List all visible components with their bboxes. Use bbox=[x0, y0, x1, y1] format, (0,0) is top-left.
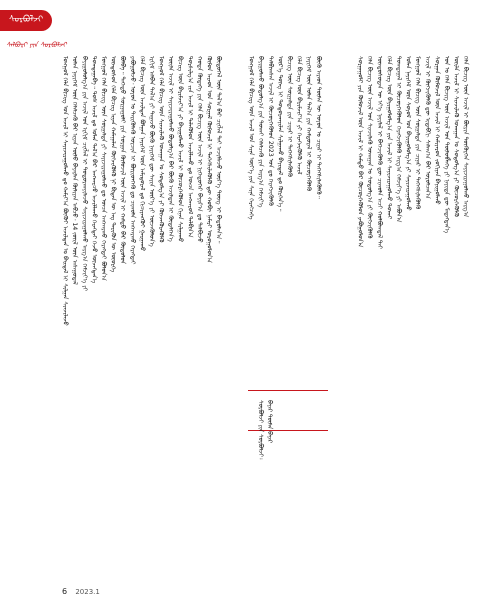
text-line: ᠦᠢᠯᠡ ᠠᠵᠢᠯ ᠢ ᠰᠠᠶᠢᠵᠢᠷᠠᠭᠤᠯᠬᠤ ᠪᠣᠳᠣᠯᠭ᠎ᠠ ᠪᠠᠷ ᠪᠦᠬᠦ ᠠᠵᠢᠯᠲᠠᠨ ᠢ ᠬᠥᠳᠡᠯᠭᠡᠨ᠎ᠡ bbox=[167, 56, 175, 242]
text-line: ᠬᠡᠯᠡ ᠪᠢᠴᠢᠭ ᠦᠨ ᠪᠠᠷᠢᠮᠵᠢᠶ᠎ᠠ ᠶᠢ ᠬᠡᠷᠡᠭᠵᠢᠭᠦᠯᠬᠦ ᠠᠵᠢᠯ bbox=[295, 56, 303, 175]
text-line: ᠮᠣᠩᠭᠣᠯ ᠬᠡᠯᠡ ᠪᠢᠴᠢᠭ ᠤᠨ ᠠᠵᠢᠯ ᠢ ᠰᠠᠶᠢᠵᠢᠷᠠᠭᠤᠯᠬᠤ ᠳᠤ ᠬᠠᠮᠢᠶ᠎ᠠ ᠪᠦᠬᠦᠢ ᠠᠵᠢᠯᠲᠠᠨ ᠤ ᠪᠠᠢᠳᠠᠯ ᠢ ᠰᠢᠯᠭᠠᠨ ᠰᠢᠨᠵᠢᠯᠡᠵᠦ bbox=[61, 56, 69, 326]
text-line: ᠪᠠᠶᠢᠭᠤᠯᠤᠯᠭ᠎ᠠ ᠶᠢᠨ ᠠᠵᠢᠯ ᠤᠨ ᠡᠷᠬᠢᠮ ᠴᠢᠭᠯᠡᠯ ᠢ ᠲᠣᠳᠣᠷᠬᠠᠶᠢᠯᠠᠵᠤ ᠰᠠᠶᠢᠵᠢᠷᠠᠭᠤᠯᠬᠤ ᠠᠷᠭ᠎ᠠ ᠬᠡᠮᠵᠢᠶ᠎ᠡ ᠶᠢ bbox=[80, 56, 88, 292]
text-line: ᠲᠣᠭᠲᠠᠭᠠᠪᠠ᠃ ᠲᠤᠰ ᠠᠵᠢᠯ ᠳᠤ ᠣᠯᠠᠨ ᠲᠠᠯ᠎ᠠ ᠪᠠᠷ ᠠᠩᠬᠠᠷᠴᠤ ᠠᠵᠢᠯᠯᠠᠬᠤ ᠬᠡᠷᠡᠭᠲᠡᠢ ᠭᠡᠵᠦ ᠦᠵᠡᠭᠳᠡᠨ᠎ᠡ bbox=[90, 56, 98, 284]
text-line: ᠮᠣᠩᠭᠣᠯ ᠬᠡᠯᠡ ᠪᠢᠴᠢᠭ ᠦᠨ ᠰᠤᠷᠭᠠᠯᠲᠠ ᠶᠢ ᠰᠠᠶᠢᠵᠢᠷᠠᠭᠤᠯᠬᠤ ᠳᠤ ᠣᠨᠴᠠ ᠠᠩᠬᠠᠷᠬᠤ ᠬᠡᠷᠡᠭᠲᠡᠢ ᠪᠣᠯᠤᠨ᠎ᠠ bbox=[99, 56, 107, 281]
page-footer bbox=[62, 587, 100, 596]
text-column-left bbox=[60, 56, 232, 560]
byline-text bbox=[256, 400, 274, 459]
text-line: ᠪᠢᠴᠢᠭ ᠦᠨ ᠰᠤᠷᠭᠠᠯᠲᠠ ᠶᠢᠨ ᠴᠢᠨᠠᠷ ᠢ ᠳᠡᠭᠡᠭᠰᠢᠯᠡᠭᠦᠯᠬᠦ bbox=[285, 56, 293, 178]
text-line: ᠬᠡᠯᠡ ᠪᠢᠴᠢᠭ ᠦᠨ ᠪᠠᠶᠢᠭᠤᠯᠤᠯᠭ᠎ᠠ ᠶᠢᠨ ᠠᠵᠢᠯ ᠢ ᠰᠠᠶᠢᠵᠢᠷᠠᠭᠤᠯᠬᠤ ᠲᠤᠬᠠᠢ bbox=[385, 56, 393, 220]
text-line: ᠣᠨ ᠤ ᠬᠡᠯᠡ ᠪᠢᠴᠢᠭ ᠦᠨ ᠠᠵᠢᠯ ᠤᠨ ᠲᠥᠯᠦᠪᠯᠡᠭᠡ ᠶᠢ ᠨᠡᠶᠢᠲᠡ ᠳᠦ ᠮᠡᠳᠡᠭᠳᠡᠨ᠎ᠡ bbox=[442, 56, 450, 234]
text-line: ᠪᠦᠲᠦᠭᠡᠯ ᠦᠨ ᠲᠠᠯ᠎ᠠ ᠪᠠᠷ ᠴᠢᠭᠯᠡᠯ ᠲᠠᠢ ᠠᠵᠢᠯᠯᠠᠵᠤ ᠦᠷ᠎ᠡ ᠳᠦᠩ ᠢ ᠪᠠᠲᠤᠯᠠᠨ᠎ᠠ᠃ bbox=[215, 56, 223, 244]
byline-line: ᠰᠤᠷᠪᠤᠯᠵᠢ ᠶᠢᠨ ᠰᠤᠷᠪᠤᠯᠵᠢ᠄ bbox=[257, 400, 264, 460]
text-line: ᠦᠢᠯᠡ ᠠᠵᠢᠯ ᠢ ᠰᠢᠨᠵᠢᠯᠡᠬᠦ ᠤᠬᠠᠭᠠᠨ ᠤ ᠰᠤᠳᠤᠯᠭ᠎ᠠ ᠶᠢ ᠬᠦᠴᠦᠷᠬᠡᠭᠦᠯᠬᠦ bbox=[452, 56, 460, 217]
text-line: ᠪᠦᠬᠦ ᠠᠷᠠᠳ ᠲᠦᠮᠡᠨ ᠦ ᠣᠶᠤᠨ ᠤ ᠴᠢᠨᠠᠷ ᠢ ᠳᠡᠭᠡᠭᠰᠢᠯᠡᠭᠦᠯᠬᠦ᠃ bbox=[314, 56, 322, 199]
text-line: ᠰᠤᠷᠭᠠᠨ ᠬᠦᠮᠦᠵᠢᠯ ᠦᠨ ᠠᠵᠢᠯ ᠢ ᠬᠠᠮᠢᠶᠠᠷᠤᠨ ᠵᠣᠬᠢᠶᠠᠨ ᠪᠠᠶᠢᠭᠤᠯᠬᠤ bbox=[433, 56, 441, 205]
section-badge: ᠰᠤᠷᠪᠤᠯᠵᠢ bbox=[0, 10, 52, 31]
text-line: ᠬᠡᠯᠡ ᠪᠢᠴᠢᠭ ᠦᠨ ᠠᠵᠢᠯ ᠤᠨ ᠰᠢᠨᠵᠢᠯᠡᠬᠦ ᠤᠬᠠᠭᠠᠨ ᠤ ᠰᠤᠳᠤᠯᠭ᠎ᠠ ᠶᠢ ᠬᠥᠭᠵᠢᠭᠦᠯᠬᠦ bbox=[366, 56, 374, 239]
text-line: ᠬᠣᠲᠠ ᠬᠦᠳᠡᠭᠡ ᠶᠢᠨ ᠬᠡᠯᠡ ᠪᠢᠴᠢᠭ ᠦᠨ ᠠᠵᠢᠯ ᠢ ᠨᠢᠭᠡᠳᠦᠭᠡᠷ ᠪᠠᠶᠢᠷ᠎ᠠ ᠳᠤ ᠲᠠᠯᠪᠢᠵᠤ bbox=[195, 56, 203, 243]
text-line: ᠪᠢᠴᠢᠭ ᠦᠨ ᠪᠠᠷᠢᠮᠵᠢᠶ᠎ᠠ ᠶᠢ ᠪᠠᠶᠢᠭᠤᠯᠬᠤ ᠠᠵᠢᠯ ᠢ ᠬᠦᠴᠦᠷᠬᠡᠭᠦᠯᠦᠨ ᠬᠢᠨᠠᠨ ᠰᠢᠯᠭᠠᠬᠤ bbox=[176, 56, 184, 243]
text-line: ᠣᠯᠠᠨ ᠨᠡᠶᠢᠭᠡᠮ ᠦᠨ ᠬᠡᠯᠡᠯᠴᠡᠬᠦ ᠪᠠᠷ ᠢᠶᠠᠨ ᠦᠯᠦ ᠪᠠᠶᠠᠷᠯᠠᠨ ᠬᠦᠯᠢᠶᠡᠨ ᠠᠪᠴᠤ᠂ 14 ᠵᠦᠢᠯ ᠦᠨ ᠠᠰᠠᠭᠤᠳᠠᠯ bbox=[71, 56, 79, 285]
text-line: ᠬᠡᠯᠡ ᠪᠢᠴᠢᠭ ᠦᠨ ᠠᠵᠢᠯᠲᠠᠨ ᠪᠣᠯᠭᠠᠨ ᠨᠡᠶᠢᠭᠡᠮ ᠦᠨ ᠠᠮᠢᠳᠤᠷᠠᠯ ᠳᠤ ᠬᠢᠴᠢᠶᠡᠩᠭᠦᠢ ᠭᠠᠷᠭᠠᠬᠤ bbox=[138, 56, 146, 252]
text-line: ᠲᠠᠯᠪᠢᠭᠰᠠᠨ ᠠᠵᠢᠯ ᠢ ᠬᠦᠴᠦᠷᠬᠡᠭᠦᠯᠦᠨ 2023 ᠣᠨ ᠳᠤ ᠬᠡᠷᠡᠭᠵᠢᠭᠦᠯᠬᠦ bbox=[266, 56, 274, 206]
text-line: ᠣᠯᠠᠨ ᠨᠡᠶᠢᠭᠡᠮ ᠦᠨ ᠰᠣᠶᠣᠯ ᠤᠨ ᠪᠠᠶᠢᠭᠤᠯᠤᠯᠭ᠎ᠠ ᠶᠢ ᠰᠠᠶᠢᠵᠢᠷᠠᠭᠤᠯᠬᠤ bbox=[404, 56, 412, 211]
text-line: ᠦᠷ᠎ᠡ ᠳᠦᠩ ᠢ ᠲᠣᠳᠣᠷᠬᠠᠶᠢᠯᠠᠨ ᠰᠢᠯᠭᠠᠬᠤ ᠪᠠᠶᠢᠳᠠᠯ ᠳᠤ ᠬᠦᠷᠭᠡᠨ᠎ᠡ᠃ bbox=[276, 56, 284, 212]
issue-label: 2023.1 bbox=[75, 588, 100, 596]
text-line: ᠶᠠᠪᠤᠭᠤᠯᠵᠤ᠂ ᠣᠶᠤᠨ ᠤ ᠲᠡᠷᠢᠭᠦᠯᠡᠬᠦ ᠣᠷᠴᠢᠨ ᠢ ᠪᠦᠷᠢᠳᠬᠡᠬᠦ ᠳᠤ ᠴᠢᠬᠤᠯᠠ ᠠᠩᠬᠠᠷᠬᠤ ᠬᠡᠷᠡᠭᠲᠡᠢ bbox=[128, 56, 136, 265]
text-line: ᠲᠣᠭᠲᠠᠭᠠᠯ ᠢ ᠬᠦᠴᠦᠷᠬᠡᠭᠦᠯᠦᠨ ᠬᠡᠷᠡᠭᠵᠢᠭᠦᠯᠬᠦ ᠠᠷᠭ᠎ᠠ ᠬᠡᠮᠵᠢᠶ᠎ᠡ ᠶᠢ ᠠᠪᠤᠨ᠎ᠠ bbox=[394, 56, 402, 223]
text-line: ᠰᠤᠷᠭᠠᠭᠤᠯᠢ ᠶᠢᠨ ᠬᠦᠮᠦᠵᠢᠯ ᠦᠨ ᠠᠵᠢᠯ ᠢ ᠬᠠᠮᠲᠤ ᠪᠡᠷ ᠬᠦᠴᠦᠷᠬᠡᠭᠦᠯᠦᠨ ᠶᠠᠪᠤᠭᠤᠯᠤᠨ᠎ᠠ bbox=[356, 56, 364, 248]
text-line: ᠬᠦᠮᠦᠨ ᠠᠷᠠᠳ ᠤᠨ ᠰᠤᠷᠭᠠᠯ ᠬᠥᠮᠦᠵᠢᠯ ᠢ ᠳᠡᠭᠡᠭᠰᠢᠯᠡᠭᠦᠯᠬᠦ ᠳᠦ ᠬᠤᠪᠢ ᠨᠡᠮᠡᠷᠢ ᠣᠷᠤᠭᠤᠯᠤᠨ᠎ᠠ bbox=[205, 56, 213, 264]
text-line: ᠲᠤᠷᠰᠢᠯᠭ᠎ᠠ ᠵᠢᠨ ᠠᠵᠢᠯ ᠢ ᠲᠡᠯᠡᠭᠦᠯᠦᠨ ᠠᠵᠢᠯᠯᠠᠬᠤ ᠳᠤ ᠣᠨᠴᠠ ᠠᠩᠬᠠᠷᠤᠯ ᠲᠠᠯᠪᠢᠨ᠎ᠠ bbox=[186, 56, 194, 238]
text-column-middle bbox=[246, 56, 344, 560]
text-line: ᠮᠣᠩᠭᠣᠯ ᠬᠡᠯᠡ ᠪᠢᠴᠢᠭ ᠦᠨ ᠠᠵᠢᠯ ᠤᠨ ᠰᠢᠨᠡ ᠦᠶ᠎ᠡ ᠶᠢᠨ ᠰᠢᠨᠡ ᠬᠡᠷᠡᠭᠴᠡᠭᠡ bbox=[247, 56, 255, 220]
text-line: ᠦᠨᠳᠦᠰᠦᠳᠡᠨ ᠦ ᠡᠶ᠎ᠡ ᠨᠡᠶᠢᠯᠡᠯ ᠢ ᠪᠡᠬᠡᠵᠢᠭᠦᠯᠬᠦ ᠳᠦ ᠴᠢᠬᠤᠯᠠ ᠠᠴᠢ ᠬᠣᠯᠪᠣᠭᠳᠠᠯ ᠲᠠᠢ bbox=[375, 56, 383, 250]
text-column-right bbox=[355, 56, 475, 560]
text-line: ᠪᠣᠯᠪᠠ᠃ ᠳᠡᠭᠡᠳᠦ ᠰᠤᠷᠭᠠᠭᠤᠯᠢ ᠶᠢᠨ ᠰᠤᠷᠭᠠᠨ ᠬᠦᠮᠦᠵᠢᠯ ᠦᠨ ᠠᠵᠢᠯ ᠢ ᠬᠠᠮᠲᠤ ᠪᠡᠷ ᠬᠥᠲᠦᠯᠦᠨ bbox=[119, 56, 127, 265]
text-line: ᠨᠡᠶᠢᠭᠡᠮ ᠦᠨ ᠣᠯᠠᠨ ᠲᠠᠯ᠎ᠠ ᠶᠢᠨ ᠬᠠᠮᠲᠤᠷᠠᠯ ᠢ ᠬᠦᠴᠦᠷᠬᠡᠭᠦᠯᠬᠦ bbox=[305, 56, 313, 192]
text-line: ᠬᠡᠯᠡ ᠪᠢᠴᠢᠭ ᠦᠨ ᠠᠵᠢᠯ ᠢ ᠪᠦᠷᠢᠨ ᠳᠦᠭᠦᠷᠭᠡᠨ ᠰᠠᠶᠢᠵᠢᠷᠠᠭᠤᠯᠬᠤ ᠠᠷᠭ᠎ᠠ bbox=[462, 56, 470, 218]
text-line: ᠪᠠᠶᠢᠭᠤᠯᠬᠤ ᠪᠣᠳᠣᠯᠭ᠎ᠠ ᠶᠢᠨ ᠲᠤᠬᠠᠢ ᠬᠡᠯᠡᠯᠴᠡᠬᠦ ᠶᠢᠨ ᠠᠷᠭ᠎ᠠ ᠬᠡᠮᠵᠢᠶ᠎ᠡ bbox=[257, 56, 265, 208]
section-tag: ᠰᠠᠯᠪᠤᠷᠢ ᠶᠢᠨ ᠰᠤᠷᠪᠤᠯᠵᠢ bbox=[6, 41, 67, 49]
text-line: ᠡᠷᠬᠢᠮ ᠠᠯᠪᠠᠨ ᠳᠠᠯ᠎ᠠ ᠶᠢ ᠳᠠᠭᠠᠵᠤ ᠪᠦᠬᠦ ᠨᠡᠶᠢᠭᠡᠮ ᠳᠦ ᠰᠠᠶᠢᠨ ᠦᠷ᠎ᠡ ᠶᠢ ᠦᠵᠡᠭᠦᠯᠦᠨ᠎ᠡ bbox=[147, 56, 155, 247]
text-line: ᠮᠣᠩᠭᠣᠯ ᠬᠡᠯᠡ ᠪᠢᠴᠢᠭ ᠦᠨ ᠰᠢᠨᠵᠢᠯᠡᠬᠦ ᠤᠬᠠᠭᠠᠨ ᠤ ᠰᠤᠳᠤᠯᠭ᠎ᠠ ᠶᠢ ᠭᠦᠨᠵᠡᠭᠦᠷᠡᠭᠦᠯᠬᠦ bbox=[157, 56, 165, 243]
text-line: ᠮᠣᠩᠭᠣᠯ ᠬᠡᠯᠡ ᠪᠢᠴᠢᠭ ᠦᠨ ᠰᠤᠷᠭᠠᠯᠲᠠ ᠶᠢᠨ ᠴᠢᠨᠠᠷ ᠢ ᠳᠡᠭᠡᠭᠰᠢᠯᠡᠭᠦᠯᠬᠦ bbox=[414, 56, 422, 210]
byline-line: ᠪᠠᠶᠠᠷ ᠲᠦᠮᠡᠨ ᠪᠠᠶᠠᠷ bbox=[266, 400, 273, 444]
text-line: ᠦᠨᠳᠦᠰᠦᠨ ᠬᠡᠯᠡ ᠪᠢᠴᠢᠭ ᠢᠶᠡᠨ ᠬᠠᠮᠠᠭᠠᠯᠠᠨ ᠬᠥᠭᠵᠢᠭᠦᠯᠬᠦ ᠨᠢ ᠪᠢᠳᠡᠨ ᠦ ᠡᠩ ᠲᠡᠷᠢᠭᠦᠨ ᠦ ᠦᠦᠷᠭᠡ bbox=[109, 56, 117, 273]
text-line: ᠠᠵᠢᠯ ᠢ ᠬᠥᠭᠵᠢᠭᠦᠯᠬᠦ ᠳᠦ ᠢᠳᠡᠪᠬᠢ ᠰᠠᠯᠠᠭ᠎ᠠ ᠪᠠᠷ ᠣᠷᠤᠯᠴᠠᠨ᠎ᠠ bbox=[423, 56, 431, 199]
page-number: 6 bbox=[62, 587, 68, 596]
byline-rule-top bbox=[248, 390, 328, 391]
